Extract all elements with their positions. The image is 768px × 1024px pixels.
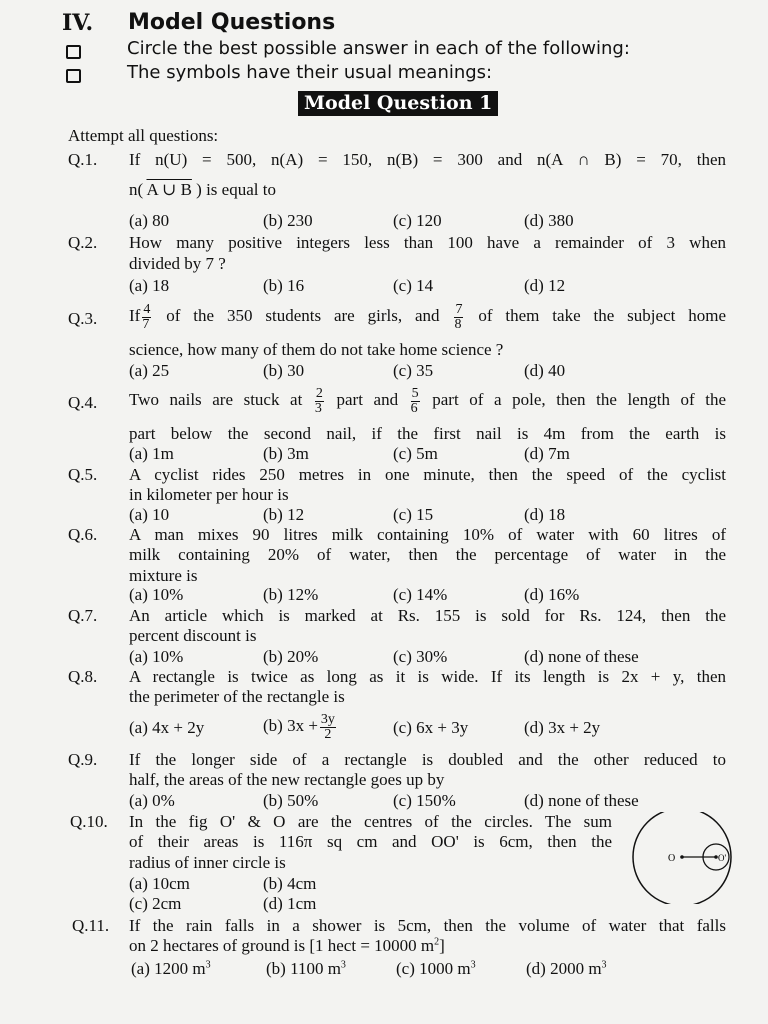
question-text: radius of inner circle is [129, 853, 286, 872]
question-text: How many positive integers less than 100 have a remainder of 3 when [129, 233, 726, 252]
option-c[interactable]: (c) 15 [393, 505, 434, 524]
fraction: $\frac{4}{7}$ [142, 301, 151, 332]
question-text: Two nails are stuck at $\frac{2}{3}$ part and $\frac{5}{6}$ part of a pole, then the length of the [129, 385, 727, 416]
option-b[interactable]: (b) 16 [263, 276, 305, 295]
option-b[interactable]: (b) 12% [263, 585, 319, 604]
model-question-badge: Model Question 1 [298, 91, 498, 116]
option-c[interactable]: (c) 14% [393, 585, 448, 604]
option-d[interactable]: (d) 2000 $m^3$ [526, 959, 607, 978]
question-text: If the longer side of a rectangle is doubled and the other reduced to [129, 750, 726, 769]
center-point-o [680, 855, 684, 859]
question-text: the perimeter of the rectangle is [129, 687, 345, 706]
option-c[interactable]: (c) 120 [393, 211, 442, 230]
question-text: In the fig O' & O are the centres of the circles. The sum [129, 812, 612, 831]
option-b[interactable]: (b) 30 [263, 361, 305, 380]
question-text: divided by 7 ? [129, 254, 226, 273]
circles-figure [630, 812, 734, 904]
option-c[interactable]: (c) 2cm [129, 894, 182, 913]
question-text: If n(U) = 500, n(A) = 150, n(B) = 300 and n(A ∩ B) = 70, then [129, 150, 726, 169]
question-number: Q.9. [68, 750, 98, 769]
option-a[interactable]: (a) 1200 $m^3$ [131, 959, 211, 978]
question-number: Q.2. [68, 233, 98, 252]
option-b[interactable]: (b) 50% [263, 791, 319, 810]
section-number: IV. [62, 10, 94, 36]
instruction-bullet-2: The symbols have their usual meanings: [127, 62, 493, 83]
fraction: $\frac{5}{6}$ [410, 385, 419, 416]
option-c[interactable]: (c) 150% [393, 791, 456, 810]
option-b[interactable]: (b) 3m [263, 444, 309, 463]
option-b[interactable]: (b) 20% [263, 647, 319, 666]
section-title: Model Questions [128, 10, 336, 35]
checkbox-bullet-icon [66, 69, 81, 83]
option-a[interactable]: (a) 80 [129, 211, 170, 230]
option-a[interactable]: (a) 10% [129, 585, 184, 604]
label-o: O [668, 853, 676, 864]
option-a[interactable]: (a) 4x + 2y [129, 718, 205, 737]
question-number: Q.4. [68, 393, 98, 412]
question-text: percent discount is [129, 626, 257, 645]
option-d[interactable]: (d) 380 [524, 211, 574, 230]
question-number: Q.8. [68, 667, 98, 686]
option-a[interactable]: (a) 25 [129, 361, 170, 380]
option-b[interactable]: (b) 3x + $\frac{3y}{2}$ [263, 711, 335, 742]
option-d[interactable]: (d) 7m [524, 444, 570, 463]
question-text: part below the second nail, if the first nail is 4m from the earth is [129, 424, 726, 443]
option-b[interactable]: (b) 230 [263, 211, 313, 230]
question-text: science, how many of them do not take home science ? [129, 340, 504, 359]
option-a[interactable]: (a) 1m [129, 444, 174, 463]
option-a[interactable]: (a) 18 [129, 276, 170, 295]
question-text: of their areas is 116π sq cm and OO' is 6cm, then the [129, 832, 612, 851]
option-a[interactable]: (a) 10% [129, 647, 184, 666]
question-text: mixture is [129, 566, 198, 585]
option-d[interactable]: (d) 1cm [263, 894, 317, 913]
question-text: A rectangle is twice as long as it is wide. If its length is 2x + y, then [129, 667, 726, 686]
option-a[interactable]: (a) 10cm [129, 874, 190, 893]
option-b[interactable]: (b) 1100 $m^3$ [266, 959, 346, 978]
question-text: A man mixes 90 litres milk containing 10% of water with 60 litres of [129, 525, 726, 544]
question-number: Q.6. [68, 525, 98, 544]
fraction: $\frac{3y}{2}$ [320, 711, 335, 742]
question-number: Q.1. [68, 150, 98, 169]
option-d[interactable]: (d) none of these [524, 791, 639, 810]
question-text: If $\frac{4}{7}$ of the 350 students are girls, and $\frac{7}{8}$ of them take the subject home [129, 301, 727, 332]
option-d[interactable]: (d) none of these [524, 647, 639, 666]
question-number: Q.11. [72, 916, 110, 935]
option-c[interactable]: (c) 1000 $m^3$ [396, 959, 476, 978]
option-c[interactable]: (c) 5m [393, 444, 438, 463]
question-text: on 2 hectares of ground is [1 hect = 10000 $m^2$] [129, 936, 445, 955]
option-d[interactable]: (d) 16% [524, 585, 580, 604]
option-c[interactable]: (c) 6x + 3y [393, 718, 469, 737]
question-text: half, the areas of the new rectangle goes up by [129, 770, 445, 789]
label-o-prime: O' [718, 853, 727, 863]
fraction: $\frac{7}{8}$ [454, 301, 463, 332]
question-number: Q.5. [68, 465, 98, 484]
union-expression: A ∪ B [146, 180, 192, 199]
option-b[interactable]: (b) 4cm [263, 874, 317, 893]
instruction-bullet-1: Circle the best possible answer in each of the following: [127, 38, 630, 59]
checkbox-bullet-icon [66, 45, 81, 59]
question-number: Q.3. [68, 309, 98, 328]
fraction: $\frac{2}{3}$ [314, 385, 323, 416]
option-d[interactable]: (d) 40 [524, 361, 566, 380]
question-text: An article which is marked at Rs. 155 is sold for Rs. 124, then the [129, 606, 726, 625]
option-a[interactable]: (a) 0% [129, 791, 175, 810]
question-text: milk containing 20% of water, then the percentage of water in the [129, 545, 726, 564]
question-text: If the rain falls in a shower is 5cm, then the volume of water that falls [129, 916, 726, 935]
option-a[interactable]: (a) 10 [129, 505, 170, 524]
question-text: in kilometer per hour is [129, 485, 289, 504]
option-c[interactable]: (c) 30% [393, 647, 448, 666]
option-d[interactable]: (d) 12 [524, 276, 566, 295]
question-text: A cyclist rides 250 metres in one minute, then the speed of the cyclist [129, 465, 726, 484]
option-d[interactable]: (d) 18 [524, 505, 566, 524]
question-number: Q.7. [68, 606, 98, 625]
attempt-instruction: Attempt all questions: [68, 126, 219, 145]
option-c[interactable]: (c) 14 [393, 276, 434, 295]
question-text: n( A ∪ B ) is equal to [129, 180, 276, 199]
option-d[interactable]: (d) 3x + 2y [524, 718, 601, 737]
question-number: Q.10. [70, 812, 108, 831]
option-b[interactable]: (b) 12 [263, 505, 305, 524]
option-c[interactable]: (c) 35 [393, 361, 434, 380]
